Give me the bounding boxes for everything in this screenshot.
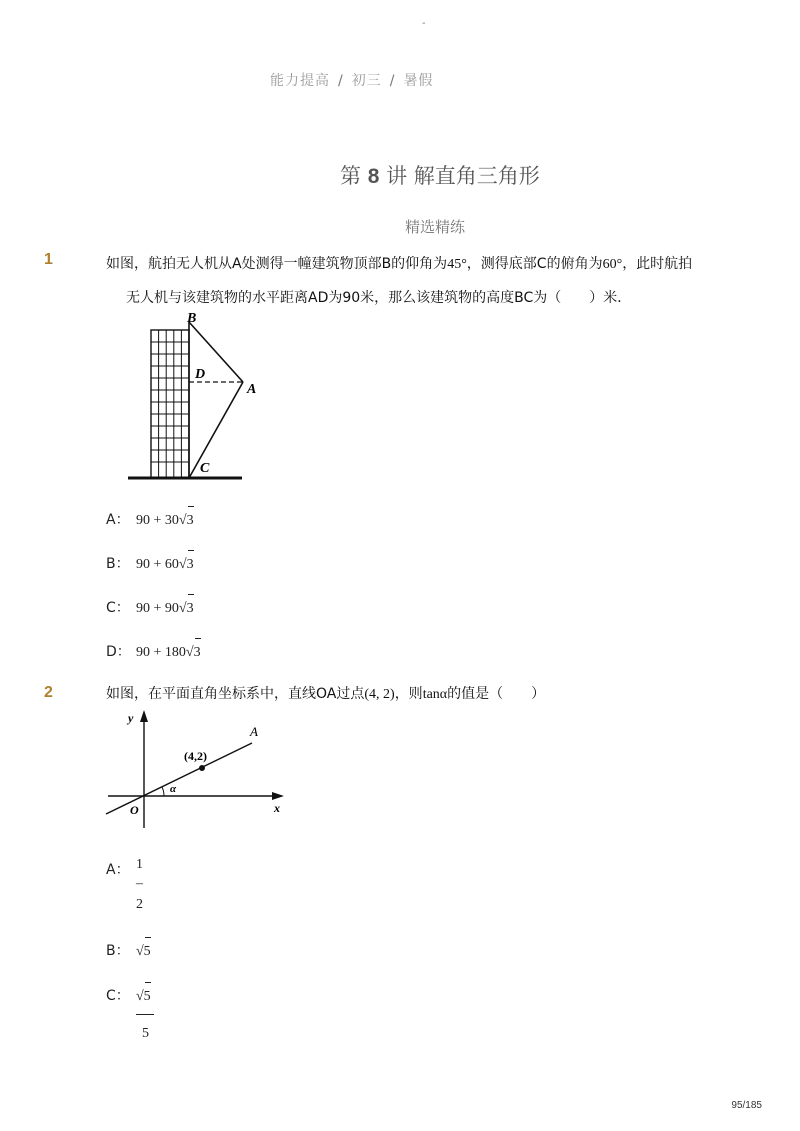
angle-arc [162, 787, 164, 796]
building-figure [125, 308, 265, 486]
sqrt-3 [179, 601, 194, 617]
lesson-title [340, 160, 540, 190]
question-1-line-1 [106, 254, 766, 275]
radical: √3 [178, 601, 194, 616]
q2-point: (4, 2) [364, 687, 395, 702]
q2-option-a-numerator: 1 [136, 857, 143, 872]
q1-option-b[interactable] [106, 553, 194, 573]
q2-text-part: ，则 [394, 686, 423, 702]
sqrt-5 [136, 989, 151, 1005]
sqrt-5 [136, 944, 151, 960]
option-value: 90 + 30 [136, 513, 179, 528]
question-number-2: 2 [44, 684, 53, 701]
option-letter: A： [106, 512, 130, 528]
top-dash: - [422, 18, 426, 29]
x-axis-arrow [272, 792, 284, 800]
option-letter: C： [106, 600, 130, 616]
sqrt-3 [186, 645, 201, 661]
label-y: y [128, 711, 134, 725]
q1-angle-elevation: 45° [447, 257, 467, 272]
option-letter: C： [106, 988, 130, 1004]
page-number: 95/185 [731, 1100, 762, 1111]
breadcrumb-item-term: 暑假 [403, 73, 434, 89]
label-x: x [274, 801, 280, 815]
sqrt-3 [179, 557, 194, 573]
label-a: A [250, 724, 258, 739]
lesson-name: 讲 解直角三角形 [386, 164, 540, 188]
label-point: (4,2) [184, 749, 207, 763]
breadcrumb [270, 70, 433, 90]
breadcrumb-sep: / [338, 73, 344, 89]
label-a: A [247, 382, 257, 397]
radical: √5 [136, 944, 151, 959]
label-o: O [130, 803, 139, 817]
q1-text-part: 如图，航拍无人机从A处测得一幢建筑物顶部B的仰角为 [106, 256, 448, 272]
option-letter: D： [106, 644, 131, 660]
q2-option-a-denominator: 2 [136, 897, 143, 912]
building-grid [151, 330, 189, 478]
label-d: D [195, 367, 206, 382]
y-axis-arrow [140, 710, 148, 722]
q1-option-d[interactable] [106, 641, 201, 661]
question-number-1: 1 [44, 251, 53, 268]
option-letter: B： [106, 943, 130, 959]
option-letter: A： [106, 862, 130, 878]
q2-option-c-denominator: 5 [142, 1026, 149, 1041]
breadcrumb-item-level: 能力提高 [270, 73, 330, 89]
sqrt-3 [179, 513, 194, 529]
point-4-2 [199, 765, 205, 771]
lesson-number: 8 [367, 165, 380, 188]
option-value: 90 + 60 [136, 557, 179, 572]
q1-option-a[interactable] [106, 509, 194, 529]
q1-text-part: ，此时航拍 [622, 256, 693, 272]
label-c: C [200, 461, 210, 476]
breadcrumb-item-grade: 初三 [351, 73, 382, 89]
question-1-line-2: 无人机与该建筑物的水平距离AD为90米，那么该建筑物的高度BC为（ ）米． [126, 290, 632, 306]
lesson-prefix: 第 [340, 164, 361, 188]
radical: √3 [178, 513, 194, 528]
radical: √3 [185, 645, 201, 660]
breadcrumb-sep: / [389, 73, 396, 89]
section-title: 精选精练 [405, 218, 466, 236]
line-ac [189, 382, 243, 478]
coordinate-figure [100, 706, 290, 834]
option-letter: B： [106, 556, 130, 572]
q1-angle-depression: 60° [602, 257, 623, 272]
label-alpha: α [170, 783, 177, 795]
q2-text-part: 的值是（ ） [447, 686, 546, 702]
q2-tan: tanα [422, 687, 448, 702]
q1-text-part: ，测得底部C的俯角为 [466, 256, 603, 272]
q2-option-a[interactable] [106, 859, 136, 879]
radical: √5 [136, 989, 151, 1004]
q2-text-part: 如图，在平面直角坐标系中，直线OA过点 [106, 686, 365, 702]
question-2-text [106, 684, 766, 705]
label-b: B [187, 311, 197, 326]
q2-option-b[interactable] [106, 940, 151, 960]
radical: √3 [178, 557, 194, 572]
q2-option-a-bar: – [136, 876, 143, 891]
q1-option-c[interactable] [106, 597, 194, 617]
q2-option-c[interactable] [106, 985, 151, 1005]
line-oa [106, 743, 252, 814]
option-value: 90 + 90 [136, 601, 179, 616]
q2-option-c-fraction-bar [136, 1014, 154, 1015]
option-value: 90 + 180 [136, 645, 186, 660]
